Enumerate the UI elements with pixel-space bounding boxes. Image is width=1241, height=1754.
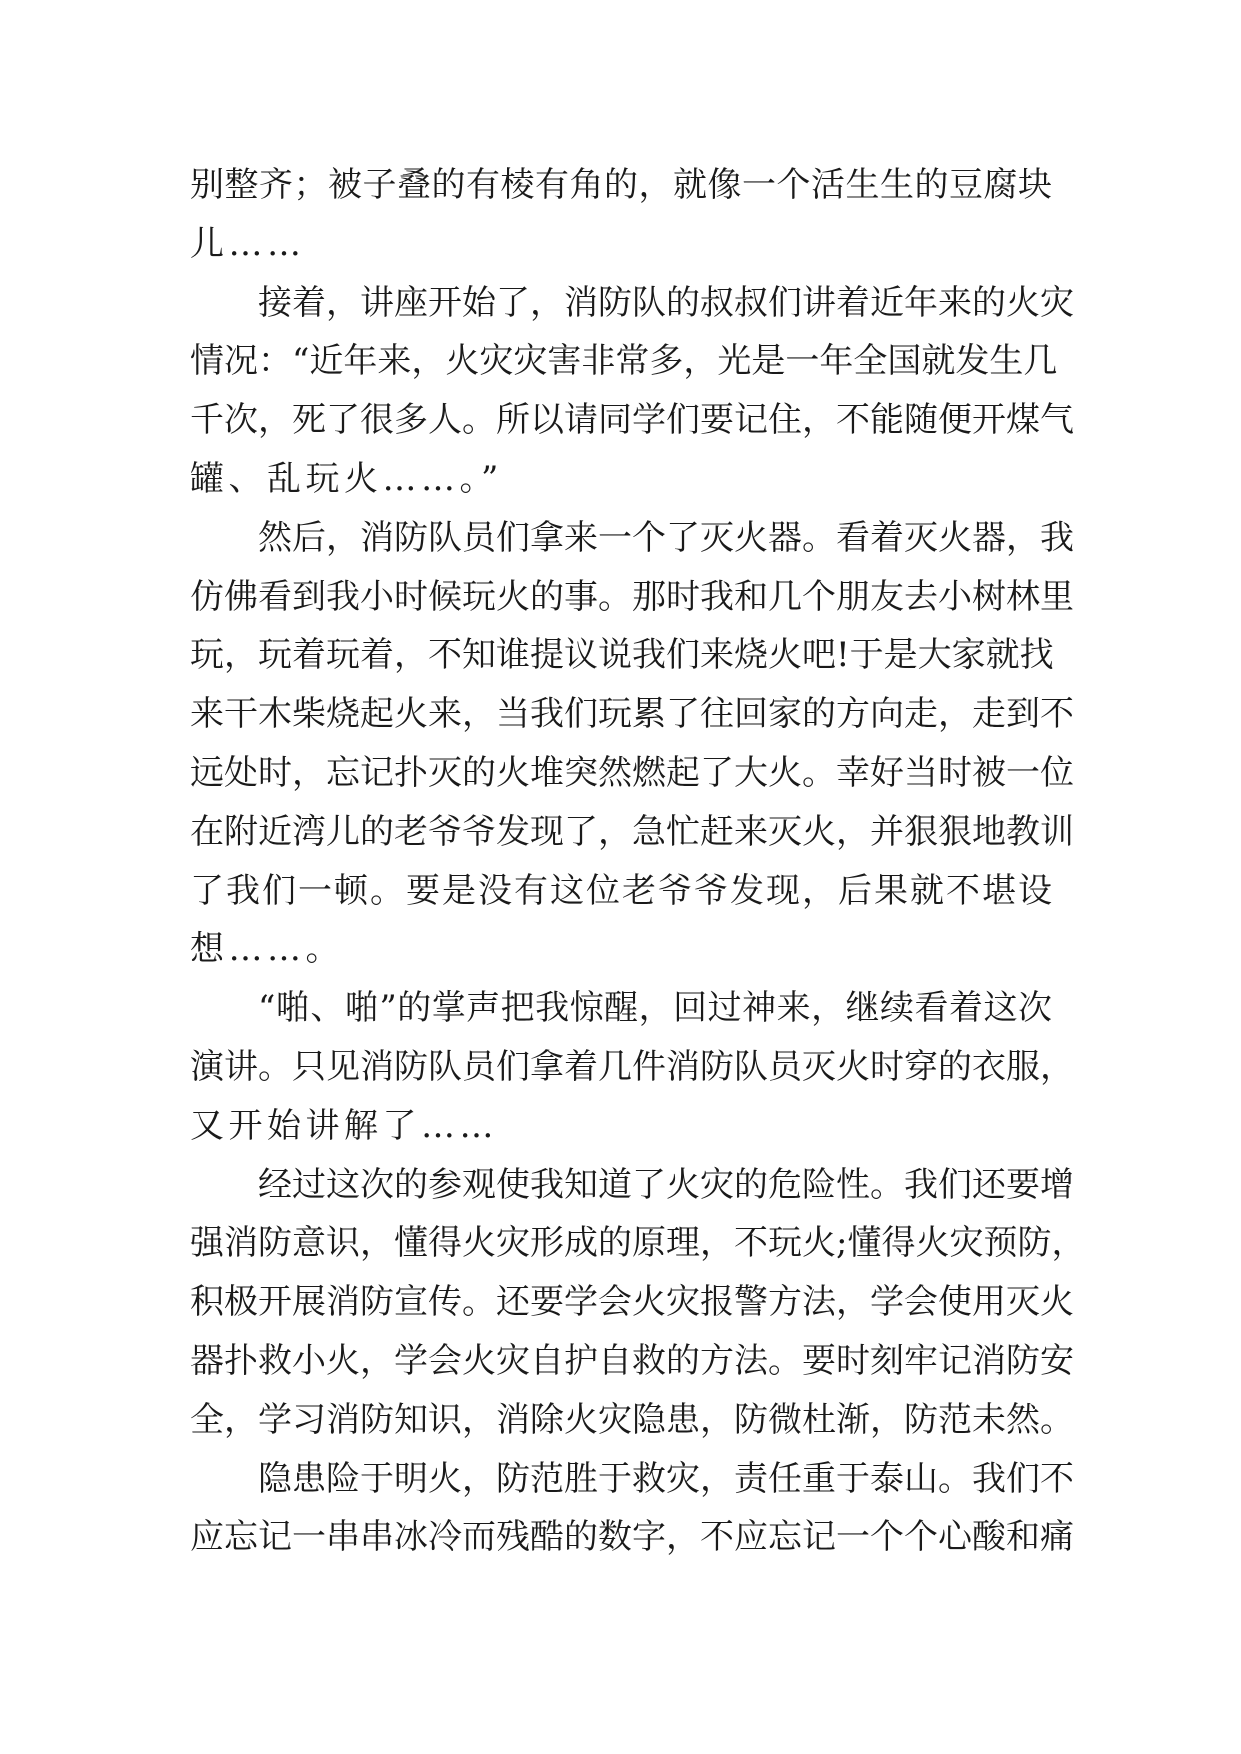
text-line: 别整齐；被子叠的有棱有角的，就像一个活生生的豆腐块 [190,165,1052,205]
text-line: 玩，玩着玩着，不知谁提议说我们来烧火吧!于是大家就找 [190,635,1054,676]
text-line: 远处时，忘记扑灭的火堆突然燃起了大火。幸好当时被一位 [190,752,1074,793]
text-line: 应忘记一串串冰冷而残酷的数字，不应忘记一个个心酸和痛 [190,1517,1074,1558]
text-line: 了我们一顿。要是没有这位老爷爷发现，后果就不堪设 [190,870,1052,911]
text-line: 在附近湾儿的老爷爷发现了，急忙赶来灭火，并狠狠地教训 [190,811,1074,852]
text-line: 演讲。只见消防队员们拿着几件消防队员灭火时穿的衣服， [190,1046,1074,1087]
text-line: 又开始讲解了…… [190,1105,498,1146]
text-line: 罐、乱玩火……。” [190,458,503,499]
text-line: 积极开展消防宣传。还要学会火灾报警方法，学会使用灭火 [190,1282,1074,1323]
text-line: 器扑救小火，学会火灾自护自救的方法。要时刻牢记消防安 [190,1340,1074,1381]
text-line: 全，学习消防知识，消除火灾隐患，防微杜渐，防范未然。 [190,1399,1074,1440]
text-line: 想……。 [190,929,344,970]
text-line: 强消防意识，懂得火灾形成的原理，不玩火;懂得火灾预防， [190,1223,1086,1264]
text-line: 情况：“近年来，火灾灾害非常多，光是一年全国就发生几 [190,341,1058,382]
text-line: 儿…… [190,223,306,264]
text-line: 接着，讲座开始了，消防队的叔叔们讲着近年来的火灾 [258,282,1074,323]
document-body [190,156,1086,1567]
text-line: “啪、啪”的掌声把我惊醒，回过神来，继续看着这次 [258,988,1052,1029]
text-line: 隐患险于明火，防范胜于救灾，责任重于泰山。我们不 [258,1458,1074,1499]
text-line: 然后，消防队员们拿来一个了灭火器。看着灭火器，我 [258,517,1074,558]
text-line: 来干木柴烧起火来，当我们玩累了往回家的方向走，走到不 [190,694,1074,735]
text-line: 仿佛看到我小时候玩火的事。那时我和几个朋友去小树林里 [190,576,1074,617]
text-line: 经过这次的参观使我知道了火灾的危险性。我们还要增 [258,1164,1074,1205]
text-line: 千次，死了很多人。所以请同学们要记住，不能随便开煤气 [190,400,1074,441]
